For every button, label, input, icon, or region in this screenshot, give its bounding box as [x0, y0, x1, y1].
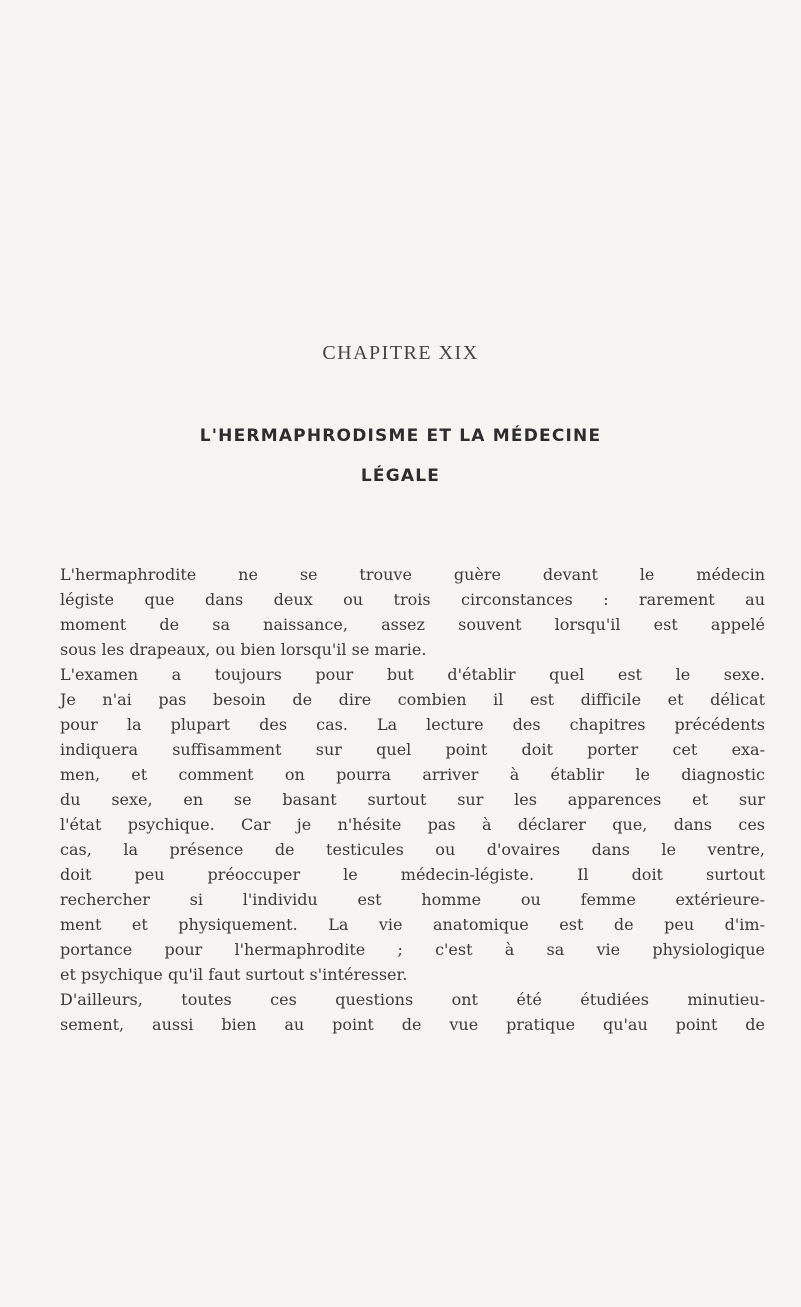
text-line: et psychique qu'il faut surtout s'intéresser. — [60, 965, 408, 984]
text-line: ment et physiquement. La vie anatomique est de peu d'im- — [60, 915, 765, 934]
chapter-title-line-2: LÉGALE — [360, 466, 441, 486]
text-line: doit peu préoccuper le médecin-légiste. Il doit surtout — [60, 865, 765, 884]
text-line: portance pour l'hermaphrodite ; c'est à sa vie physiologique — [60, 940, 765, 959]
text-line: rechercher si l'individu est homme ou femme extérieure- — [60, 890, 765, 909]
text-line: sous les drapeaux, ou bien lorsqu'il se marie. — [60, 640, 427, 659]
text-line: men, et comment on pourra arriver à établir le diagnostic — [60, 765, 765, 784]
text-line: L'examen a toujours pour but d'établir quel est le sexe. — [60, 665, 765, 684]
text-line: légiste que dans deux ou trois circonstances : rarement au — [60, 590, 765, 609]
text-line: l'état psychique. Car je n'hésite pas à déclarer que, dans ces — [60, 815, 765, 834]
body-text — [60, 562, 765, 1037]
text-line: L'hermaphrodite ne se trouve guère devant le médecin — [60, 565, 765, 584]
text-line: cas, la présence de testicules ou d'ovaires dans le ventre, — [60, 840, 765, 859]
text-line: du sexe, en se basant surtout sur les apparences et sur — [60, 790, 765, 809]
text-line: D'ailleurs, toutes ces questions ont été étudiées minutieu- — [60, 990, 765, 1009]
chapter-title-line-1: L'HERMAPHRODISME ET LA MÉDECINE — [199, 426, 602, 446]
text-line: indiquera suffisamment sur quel point doit porter cet exa- — [60, 740, 765, 759]
chapter-number: CHAPITRE XIX — [322, 342, 479, 364]
text-line: moment de sa naissance, assez souvent lorsqu'il est appelé — [60, 615, 765, 634]
text-line: sement, aussi bien au point de vue pratique qu'au point de — [60, 1015, 765, 1034]
text-line: pour la plupart des cas. La lecture des chapitres précédents — [60, 715, 765, 734]
text-line: Je n'ai pas besoin de dire combien il est difficile et délicat — [60, 690, 765, 709]
